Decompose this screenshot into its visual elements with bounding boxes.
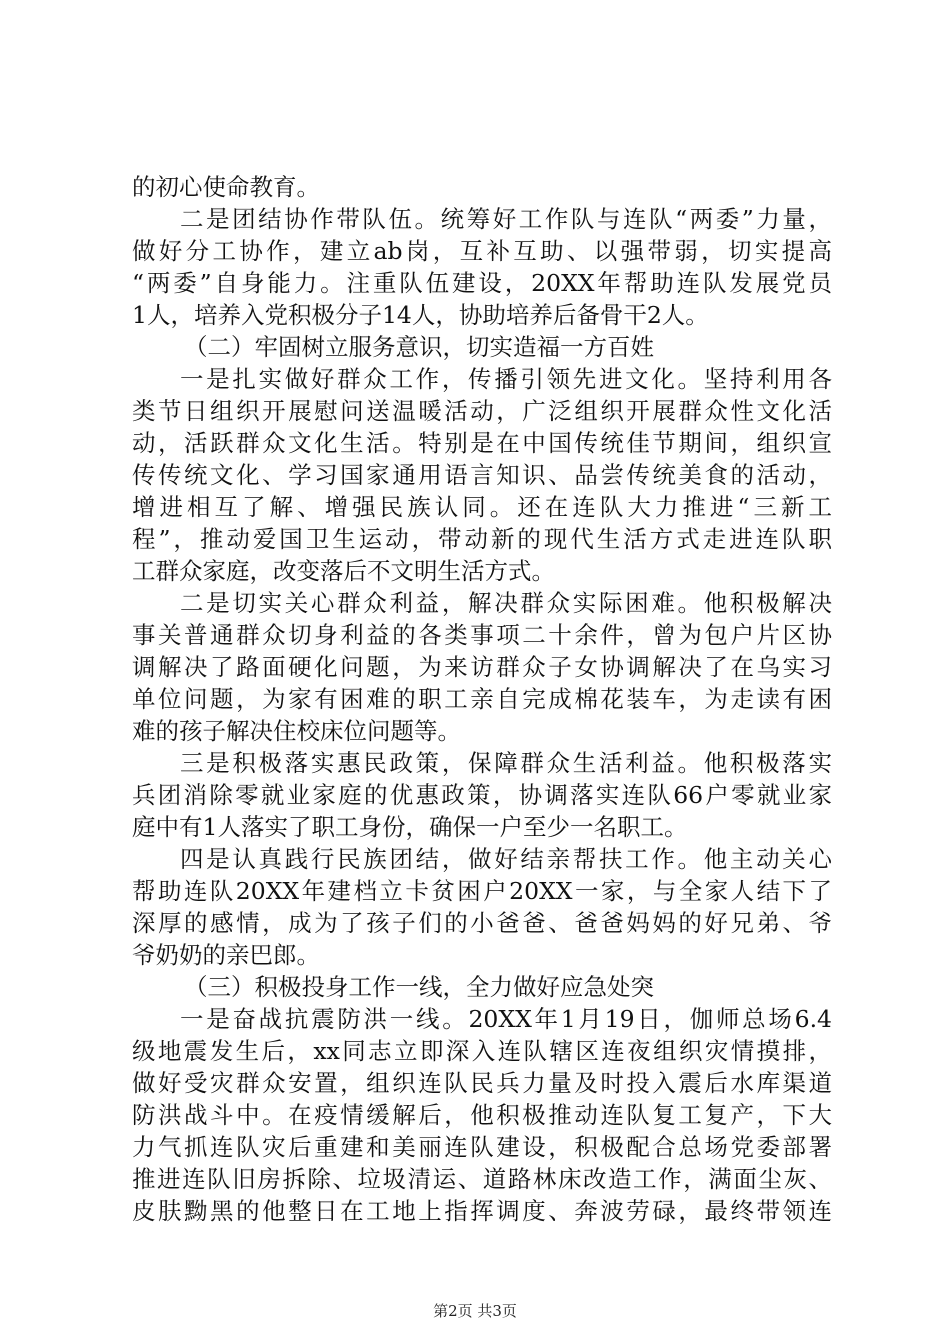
- text-line: 动，活跃群众文化生活。特别是在中国传统佳节期间，组织宣: [132, 429, 832, 457]
- text-line: 的初心使命教育。: [132, 173, 320, 201]
- text-line: 深厚的感情，成为了孩子们的小爸爸、爸爸妈妈的好兄弟、爷: [132, 909, 832, 937]
- text-line: 三是积极落实惠民政策，保障群众生活利益。他积极落实: [180, 749, 832, 777]
- text-line: 难的孩子解决住校床位问题等。: [132, 717, 461, 745]
- section-heading: （三）积极投身工作一线，全力做好应急处突: [184, 973, 654, 1001]
- text-line: 增进相互了解、增强民族认同。还在连队大力推进“三新工: [132, 493, 832, 521]
- text-line: 1人，培养入党积极分子14人，协助培养后备骨干2人。: [132, 301, 709, 329]
- text-line: 二是切实关心群众利益，解决群众实际困难。他积极解决: [180, 589, 832, 617]
- text-line: 程”，推动爱国卫生运动，带动新的现代生活方式走进连队职: [132, 525, 832, 553]
- text-line: 事关普通群众切身利益的各类事项二十余件，曾为包户片区协: [132, 621, 832, 649]
- text-line: 二是团结协作带队伍。统筹好工作队与连队“两委”力量，: [180, 205, 832, 233]
- text-line: 皮肤黝黑的他整日在工地上指挥调度、奔波劳碌，最终带领连: [132, 1197, 832, 1225]
- section-heading: （二）牢固树立服务意识，切实造福一方百姓: [184, 333, 654, 361]
- text-line: “两委”自身能力。注重队伍建设，20XX年帮助连队发展党员: [132, 269, 832, 297]
- text-line: 级地震发生后，xx同志立即深入连队辖区连夜组织灾情摸排，: [132, 1037, 832, 1065]
- text-line: 传传统文化、学习国家通用语言知识、品尝传统美食的活动，: [132, 461, 832, 489]
- text-line: 一是扎实做好群众工作，传播引领先进文化。坚持利用各: [180, 365, 832, 393]
- page-number-footer: 第2页 共3页: [433, 1302, 517, 1320]
- text-line: 防洪战斗中。在疫情缓解后，他积极推动连队复工复产，下大: [132, 1101, 832, 1129]
- text-line: 工群众家庭，改变落后不文明生活方式。: [132, 557, 555, 585]
- text-line: 四是认真践行民族团结，做好结亲帮扶工作。他主动关心: [180, 845, 832, 873]
- text-line: 力气抓连队灾后重建和美丽连队建设，积极配合总场党委部署: [132, 1133, 832, 1161]
- text-line: 推进连队旧房拆除、垃圾清运、道路林床改造工作，满面尘灰、: [132, 1165, 832, 1193]
- text-line: 类节日组织开展慰问送温暖活动，广泛组织开展群众性文化活: [132, 397, 832, 425]
- text-line: 兵团消除零就业家庭的优惠政策，协调落实连队66户零就业家: [132, 781, 832, 809]
- text-line: 做好分工协作，建立ab岗，互补互助、以强带弱，切实提高: [132, 237, 832, 265]
- text-line: 庭中有1人落实了职工身份，确保一户至少一名职工。: [132, 813, 688, 841]
- text-line: 调解决了路面硬化问题，为来访群众子女协调解决了在乌实习: [132, 653, 832, 681]
- text-line: 帮助连队20XX年建档立卡贫困户20XX一家，与全家人结下了: [132, 877, 832, 905]
- text-line: 爷奶奶的亲巴郎。: [132, 941, 320, 969]
- text-line: 做好受灾群众安置，组织连队民兵力量及时投入震后水库渠道: [132, 1069, 832, 1097]
- text-line: 单位问题，为家有困难的职工亲自完成棉花装车，为走读有困: [132, 685, 832, 713]
- text-line: 一是奋战抗震防洪一线。20XX年1月19日，伽师总场6.4: [180, 1005, 832, 1033]
